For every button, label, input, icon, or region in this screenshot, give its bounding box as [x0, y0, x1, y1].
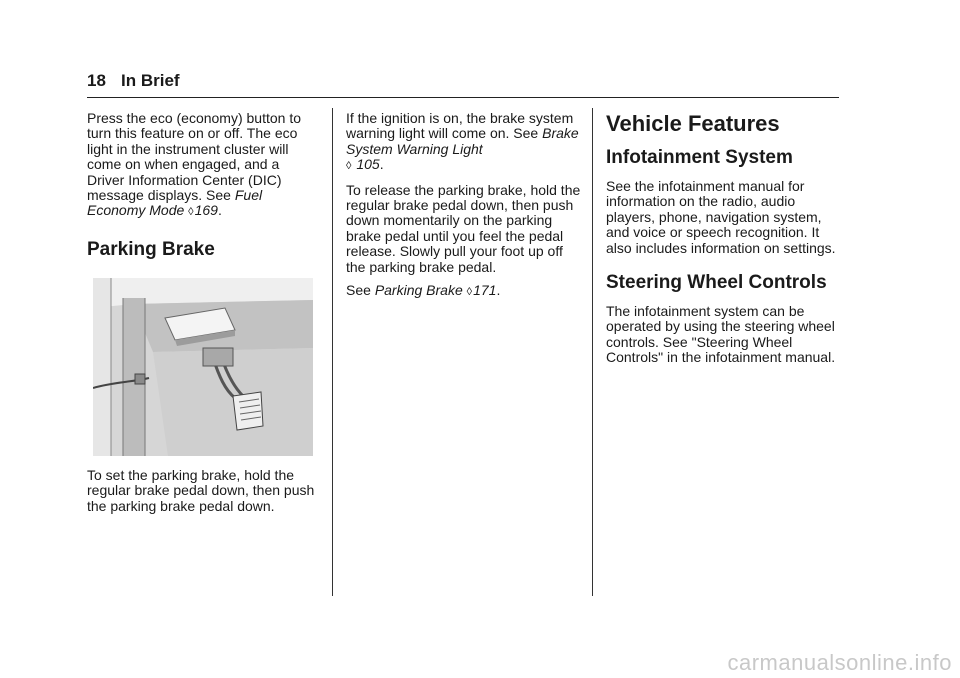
- column-middle: [346, 111, 581, 308]
- header-rule: [87, 97, 839, 98]
- parking-brake-link[interactable]: [375, 282, 497, 298]
- page-number: 18: [87, 71, 106, 90]
- infotainment-paragraph: See the infotainment manual for information on the radio, audio players, phone, navigation system, and voice or speech recognition. It also includes information on settings.: [606, 178, 836, 256]
- watermark: carmanualsonline.info: [727, 650, 952, 675]
- page-ref-icon: ◊: [346, 160, 352, 173]
- column-right: [606, 111, 841, 374]
- fuel-economy-page: 169: [194, 202, 218, 219]
- page-ref-icon: ◊: [188, 206, 194, 219]
- page-header: [87, 70, 839, 98]
- brake-warning-page: 105: [356, 156, 380, 173]
- release-paragraph: To release the parking brake, hold the regular brake pedal down, then push down momentarily on the parking brake pedal until you feel the pedal release. Slowly pull your foot up off the parking brake pedal.: [346, 181, 581, 275]
- page-ref-icon: ◊: [466, 286, 473, 299]
- eco-paragraph: [87, 111, 317, 221]
- warning-text: If the ignition is on, the brake system warning light will come on. See: [346, 110, 574, 142]
- section-title: In Brief: [121, 71, 180, 90]
- fuel-economy-ref: Fuel Economy Mode: [87, 187, 263, 219]
- parking-brake-ref: Parking Brake: [374, 282, 463, 299]
- steering-controls-heading: Steering Wheel Controls: [606, 272, 827, 294]
- set-brake-paragraph: To set the parking brake, hold the regular brake pedal down, then push the parking brake pedal down.: [87, 467, 315, 514]
- parking-brake-heading: Parking Brake: [87, 238, 215, 260]
- column-divider-right: [592, 108, 593, 596]
- column-left-lower: [87, 468, 317, 522]
- steering-paragraph: The infotainment system can be operated by using the steering wheel controls. See "Steering Wheel Controls" in the infotainment manual.: [606, 303, 836, 366]
- column-divider-left: [332, 108, 333, 596]
- parking-brake-page: 171: [473, 282, 497, 299]
- infotainment-heading: Infotainment System: [606, 147, 793, 168]
- ref-suffix: .: [496, 282, 501, 299]
- vehicle-features-heading: Vehicle Features: [606, 111, 780, 136]
- see-paragraph: [346, 283, 581, 300]
- brake-warning-ref: Brake System Warning Light: [346, 125, 579, 157]
- parking-brake-illustration: [93, 278, 313, 456]
- eco-text: Press the eco (economy) button to turn this feature on or off. The eco light in the instrument cluster will come on when engaged, and a Driver Information Center (DIC) message displays. See: [87, 110, 301, 204]
- warning-paragraph: [346, 111, 581, 175]
- column-left: [87, 110, 317, 260]
- ref-suffix: .: [217, 202, 222, 219]
- ref-suffix: .: [379, 156, 384, 173]
- see-label: See: [346, 282, 375, 299]
